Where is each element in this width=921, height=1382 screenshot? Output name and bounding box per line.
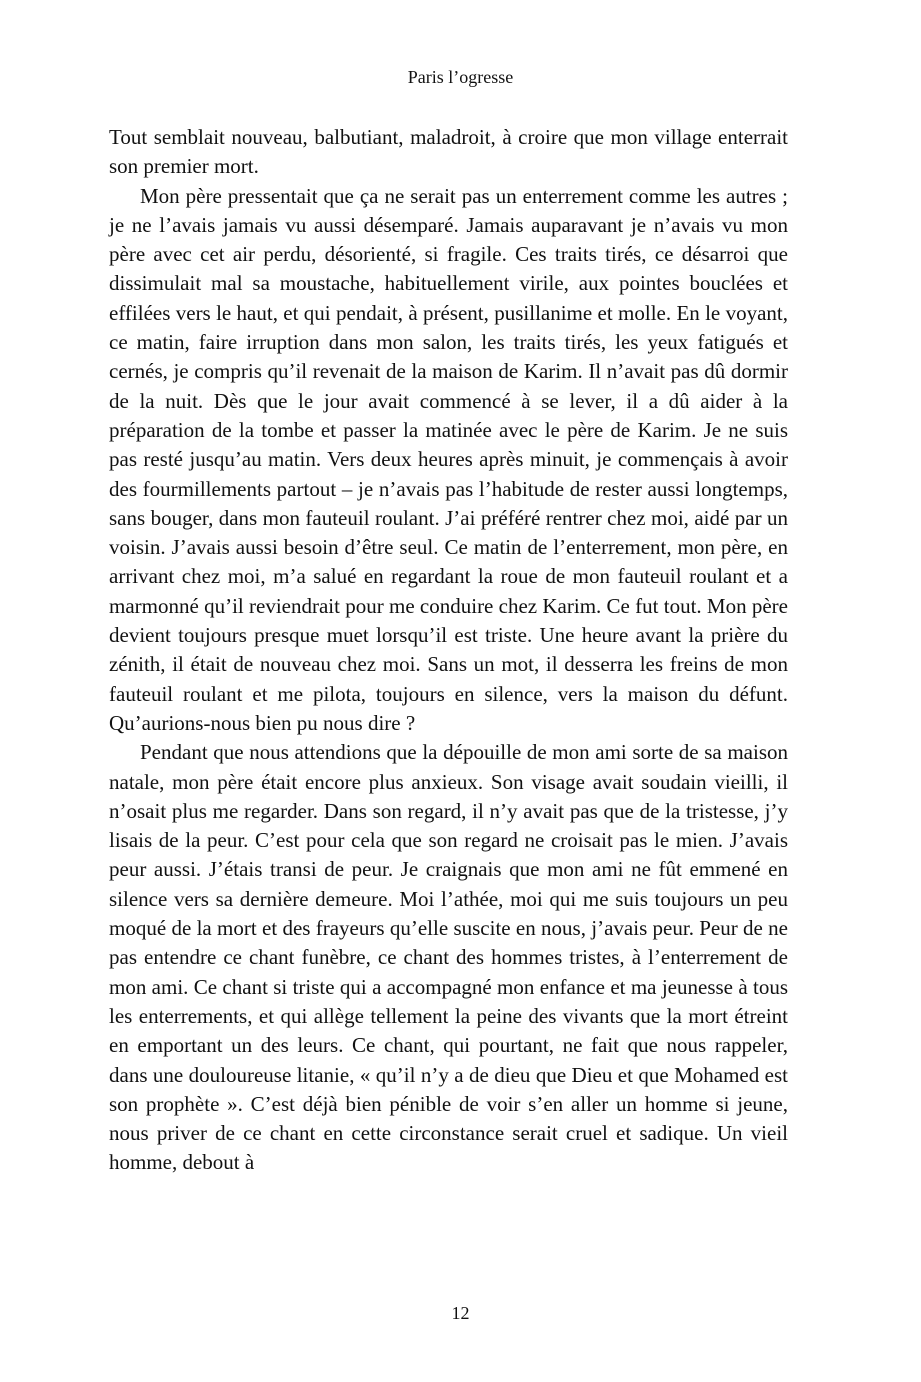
paragraph-3: Pendant que nous attendions que la dépouille de mon ami sorte de sa maison natale, mon père était encore plus anxieux. Son visage avait soudain vieilli, il n’osait plus me regarder. Dans son regard, il n’y avait pas que de la tristesse, j’y lisais de la peur. C’est pour cela que son regard ne croisait pas le mien. J’avais peur aussi. J’étais transi de peur. Je craignais que mon ami ne fût emmené en silence vers sa dernière demeure. Moi l’athée, moi qui me suis toujours un peu moqué de la mort et des frayeurs qu’elle suscite en nous, j’avais peur. Peur de ne pas entendre ce chant funèbre, ce chant des hommes tristes, à l’enterrement de mon ami. Ce chant si triste qui a accompagné mon enfance et ma jeunesse à tous les enterrements, et qui allège tellement la peine des vivants que la mort étreint en emportant un des leurs. Ce chant, qui pourtant, ne fait que nous rappeler, dans une douloureuse litanie, « qu’il n’y a de dieu que Dieu et que Mohamed est son prophète ». C’est déjà bien pénible de voir s’en aller un homme si jeune, nous priver de ce chant en cette circonstance serait cruel et sadique. Un vieil homme, debout à: [109, 740, 788, 1175]
body-text: [109, 123, 788, 1178]
paragraph-1: Tout semblait nouveau, balbutiant, maladroit, à croire que mon village enterrait son premier mort.: [109, 125, 788, 179]
paragraph-2: Mon père pressentait que ça ne serait pas un enterrement comme les autres ; je ne l’avais jamais vu aussi désemparé. Jamais auparavant je n’avais vu mon père avec cet air perdu, désorienté, si fragile. Ces traits tirés, ce désarroi que dissimulait mal sa moustache, habituellement virile, aux pointes bouclées et effilées vers le haut, et qui pendait, à présent, pusillanime et molle. En le voyant, ce matin, faire irruption dans mon salon, les traits tirés, les yeux fatigués et cernés, je compris qu’il revenait de la maison de Karim. Il n’avait pas dû dormir de la nuit. Dès que le jour avait commencé à se lever, il a dû aider à la préparation de la tombe et passer la matinée avec le père de Karim. Je ne suis pas resté jusqu’au matin. Vers deux heures après minuit, je commençais à avoir des fourmillements partout – je n’avais pas l’habitude de rester aussi longtemps, sans bouger, dans mon fauteuil roulant. J’ai préféré rentrer chez moi, aidé par un voisin. J’avais aussi besoin d’être seul. Ce matin de l’enterrement, mon père, en arrivant chez moi, m’a salué en regardant la roue de mon fauteuil roulant et a marmonné qu’il reviendrait pour me conduire chez Karim. Ce fut tout. Mon père devient toujours presque muet lorsqu’il est triste. Une heure avant la prière du zénith, il était de nouveau chez moi. Sans un mot, il desserra les freins de mon fauteuil roulant et me pilota, toujours en silence, vers la maison du défunt. Qu’aurions-nous bien pu nous dire ?: [109, 183, 788, 735]
page-number: [0, 1300, 921, 1326]
running-header: [0, 64, 921, 90]
running-title: Paris l’ogresse: [407, 67, 514, 87]
page-number-value: 12: [451, 1303, 470, 1323]
